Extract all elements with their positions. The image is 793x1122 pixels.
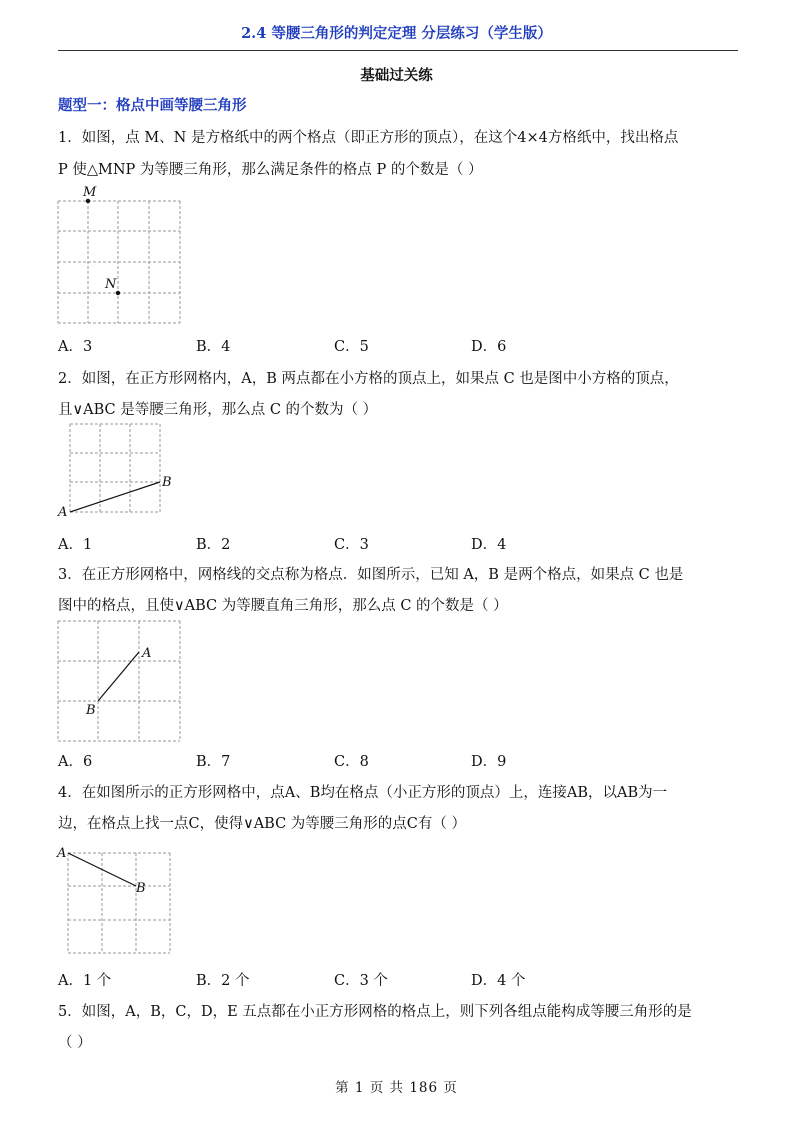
segment-ab — [68, 853, 136, 886]
q3-option-d: D．9 — [471, 754, 507, 770]
page-footer: 第 1 页 共 186 页 — [335, 1080, 458, 1096]
label-b: B — [86, 703, 96, 718]
q4-option-c: C．3 个 — [334, 973, 388, 989]
label-a: A — [57, 846, 67, 861]
q4-option-a: A．1 个 — [58, 973, 112, 989]
label-b: B — [162, 475, 172, 490]
q2-grid-figure — [56, 420, 186, 520]
q3-option-c: C．8 — [334, 754, 369, 770]
q2-option-a: A．1 — [58, 537, 93, 553]
q3-option-a: A．6 — [58, 754, 93, 770]
q3-line-2: 图中的格点，且使∨ABC 为等腰直角三角形，那么点 C 的个数是（ ） — [58, 598, 508, 614]
q2-option-b: B．2 — [196, 537, 231, 553]
q5-line-1: 5．如图，A，B，C，D，E 五点都在小正方形网格的格点上，则下列各组点能构成等腰三角形的是 — [58, 1004, 692, 1020]
q3-grid-figure — [56, 619, 186, 745]
q4-option-d: D．4 个 — [471, 973, 526, 989]
label-a: A — [142, 646, 152, 661]
q4-option-b: B．2 个 — [196, 973, 250, 989]
q3-line-1: 3．在正方形网格中，网格线的交点称为格点．如图所示，已知 A，B 是两个格点，如果点 C 也是 — [58, 567, 684, 583]
q5-line-2: （ ） — [58, 1035, 92, 1051]
q2-option-c: C．3 — [334, 537, 369, 553]
q2-line-2: 且∨ABC 是等腰三角形，那么点 C 的个数为（ ） — [58, 402, 378, 418]
q3-option-b: B．7 — [196, 754, 231, 770]
q1-line-1: 1．如图，点 M、N 是方格纸中的两个格点（即正方形的顶点），在这个4×4方格纸中，找出格点 — [58, 130, 679, 146]
q1-line-2: P 使△MNP 为等腰三角形，那么满足条件的格点 P 的个数是（ ） — [58, 162, 483, 178]
q4-line-2: 边，在格点上找一点C，使得∨ABC 为等腰三角形的点C有（ ） — [58, 816, 467, 832]
segment-ab — [98, 652, 139, 701]
segment-ab — [70, 482, 160, 512]
q1-option-d: D．6 — [471, 339, 507, 355]
q4-line-1: 4．在如图所示的正方形网格中，点A、B均在格点（小正方形的顶点）上，连接AB，以AB为一 — [58, 785, 668, 801]
label-m: M — [83, 185, 97, 200]
q1-grid-figure — [56, 183, 186, 326]
q1-option-c: C．5 — [334, 339, 369, 355]
point-n — [116, 291, 120, 295]
label-n: N — [105, 277, 117, 292]
q4-grid-figure — [56, 843, 186, 958]
header-divider — [58, 50, 738, 51]
document-header-title: 2.4 等腰三角形的判定定理 分层练习（学生版） — [241, 25, 552, 42]
q2-line-1: 2．如图，在正方形网格内，A，B 两点都在小方格的顶点上，如果点 C 也是图中小方格的顶点， — [58, 371, 679, 387]
q1-option-a: A．3 — [58, 339, 93, 355]
q1-option-b: B．4 — [196, 339, 231, 355]
label-b: B — [136, 881, 146, 896]
section-title: 基础过关练 — [360, 67, 433, 84]
q2-option-d: D．4 — [471, 537, 507, 553]
label-a: A — [58, 505, 68, 520]
question-type-heading: 题型一：格点中画等腰三角形 — [58, 97, 247, 114]
